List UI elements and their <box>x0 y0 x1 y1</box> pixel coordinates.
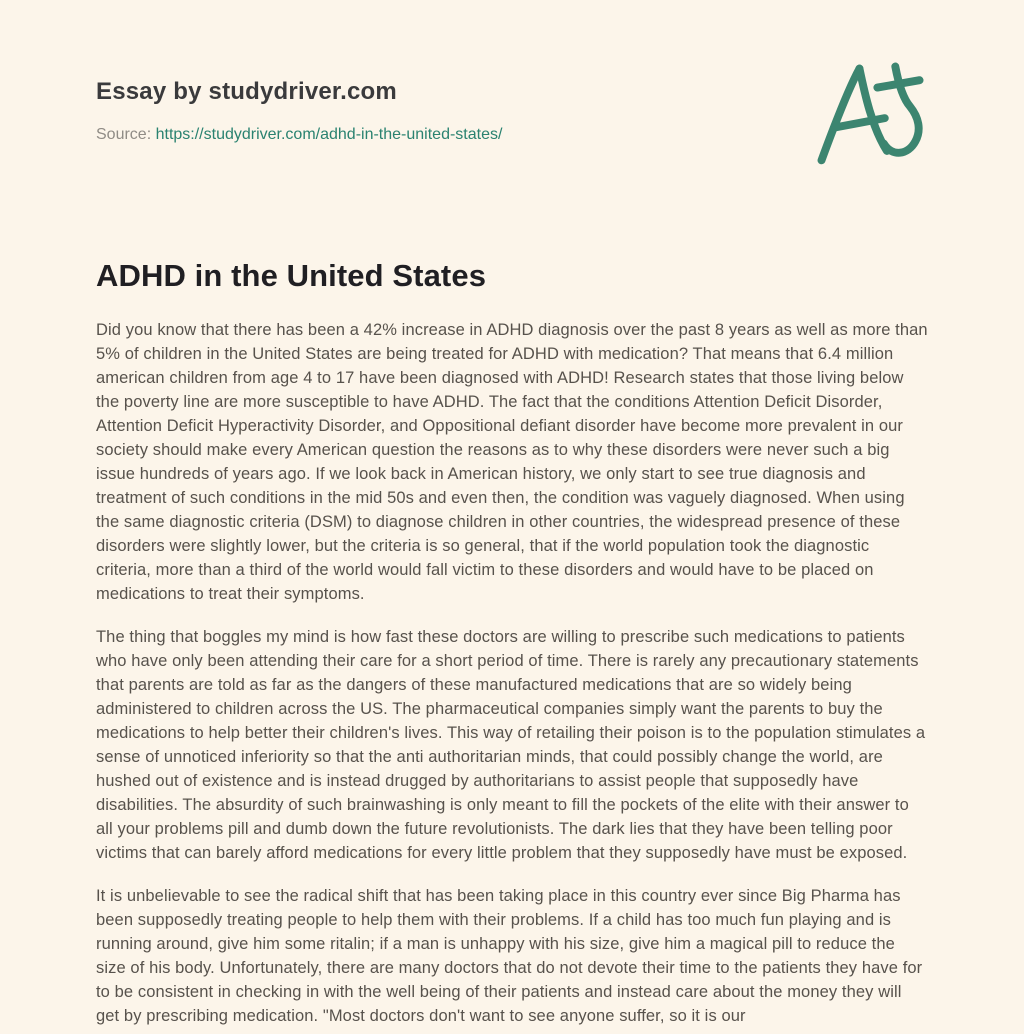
essay-content <box>96 258 928 1028</box>
studydriver-a-plus-logo-icon <box>812 62 928 168</box>
page-title: Essay by studydriver.com <box>96 78 397 105</box>
essay-paragraph-3: It is unbelievable to see the radical shift that has been taking place in this country ever since Big Pharma has been supposedly treating people to help them with their problems. If a child has too much fun playing and is running around, give him some ritalin; if a man is unhappy with his size, give him a magical pill to reduce the size of his body. Unfortunately, there are many doctors that do not devote their time to the patients they have for to be consistent in checking in with the well being of their patients and instead care about the money they will get by prescribing medication. "Most doctors don't want to see anyone suffer, so it is our <box>96 887 923 1025</box>
essay-title: ADHD in the United States <box>96 258 487 293</box>
source-link[interactable]: https://studydriver.com/adhd-in-the-united-states/ <box>155 126 503 143</box>
source-label: Source: <box>96 126 152 143</box>
header <box>96 0 928 170</box>
essay-paragraph-1: Did you know that there has been a 42% increase in ADHD diagnosis over the past 8 years as well as more than 5% of children in the United States are being treated for ADHD with medication? That means that 6.4 million american children from age 4 to 17 have been diagnosed with ADHD! Research states that those living below the poverty line are more susceptible to have ADHD. The fact that the conditions Attention Deficit Disorder, Attention Deficit Hyperactivity Disorder, and Oppositional defiant disorder have become more prevalent in our society should make every American question the reasons as to why these disorders were never such a big issue hundreds of years ago. If we look back in American history, we only start to see true diagnosis and treatment of such conditions in the mid 50s and even then, the condition was vaguely diagnosed. When using the same diagnostic criteria (DSM) to diagnose children in other countries, the widespread presence of these disorders were slightly lower, but the criteria is so general, that if the world population took the diagnostic criteria, more than a third of the world would fall victim to these disorders and would have to be placed on medications to treat their symptoms. <box>96 321 928 603</box>
source-line <box>96 126 928 144</box>
essay-paragraph-2: The thing that boggles my mind is how fast these doctors are willing to prescribe such medications to patients who have only been attending their care for a short period of time. There is rarely any precautionary statements that parents are told as far as the dangers of these manufactured medications that are so widely being administered to children across the US. The pharmaceutical companies simply want the parents to buy the medications to help better their children's lives. This way of retailing their poison is to the population stimulates a sense of unnoticed inferiority so that the anti authoritarian minds, that could possibly change the world, are hushed out of existence and is instead drugged by authoritarians to assist people that supposedly have disabilities. The absurdity of such brainwashing is only meant to fill the pockets of the elite with their answer to all your problems pill and dumb down the future revolutionists. The dark lies that they have been telling poor victims that can barely afford medications for every little problem that they supposedly have must be exposed. <box>96 628 926 862</box>
